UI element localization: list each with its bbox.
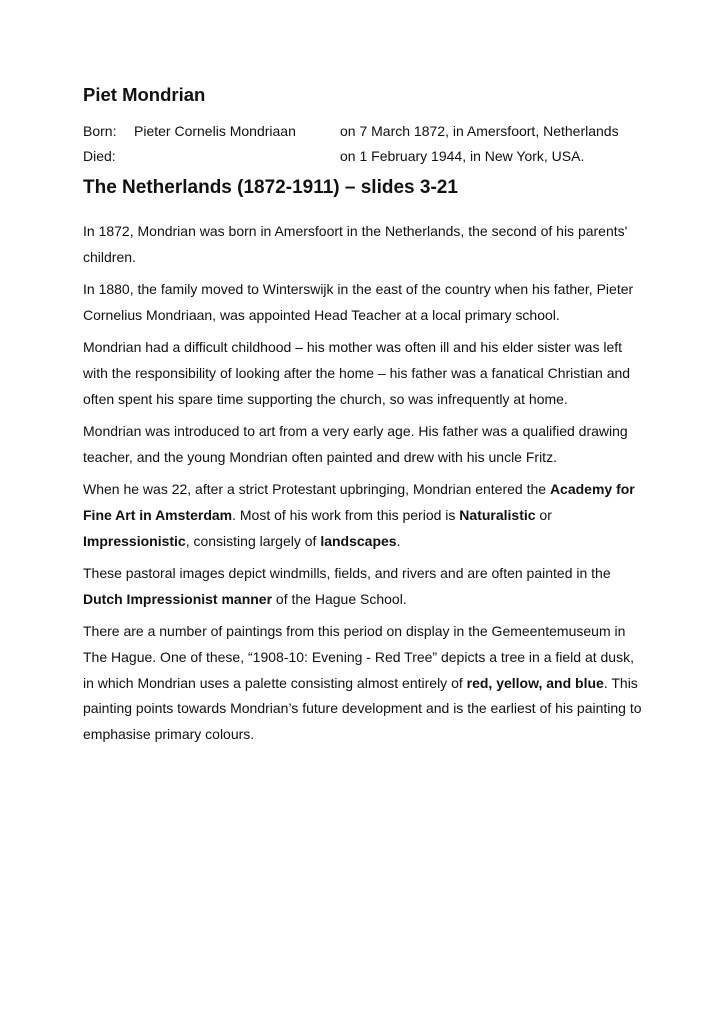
death-date-place: on 1 February 1944, in New York, USA. bbox=[340, 148, 585, 164]
paragraph bbox=[83, 561, 643, 612]
paragraph bbox=[83, 335, 643, 412]
bold-text-run: Impressionistic bbox=[83, 532, 186, 549]
body-text bbox=[83, 219, 643, 754]
born-label: Born: bbox=[83, 123, 117, 139]
text-run: . This painting points towards Mondrian’s future development and is the earliest of his painting to emphasise primary colours. bbox=[83, 674, 642, 742]
text-run: or bbox=[535, 506, 552, 523]
bold-text-run: Academy for Fine Art in Amsterdam bbox=[83, 481, 635, 523]
birth-name: Pieter Cornelis Mondriaan bbox=[134, 123, 296, 139]
text-run: In 1880, the family moved to Winterswijk in the east of the country when his father, Pieter Cornelius Mondriaan, was appointed Head Teacher at a local primary school. bbox=[83, 281, 634, 323]
paragraph bbox=[83, 277, 643, 328]
birth-date-place: on 7 March 1872, in Amersfoort, Netherlands bbox=[340, 123, 619, 139]
text-run: . Most of his work from this period is bbox=[232, 506, 460, 523]
born-row bbox=[83, 121, 643, 146]
bold-text-run: Dutch Impressionist manner bbox=[83, 590, 273, 607]
bold-text-run: landscapes bbox=[320, 532, 397, 549]
bold-text-run: Naturalistic bbox=[459, 506, 536, 523]
text-run: , consisting largely of bbox=[185, 532, 321, 549]
bold-text-run: red, yellow, and blue bbox=[466, 674, 604, 691]
paragraph bbox=[83, 477, 643, 554]
text-run: Mondrian had a difficult childhood – his mother was often ill and his elder sister was left with the responsibility of looking after the home – his father was a fanatical Christian and often spent his spare time supporting the church, so was infrequently at home. bbox=[83, 339, 631, 407]
paragraph bbox=[83, 419, 643, 470]
text-run: of the Hague School. bbox=[272, 590, 407, 607]
text-run: In 1872, Mondrian was born in Amersfoort in the Netherlands, the second of his parents' children. bbox=[83, 223, 628, 265]
text-run: There are a number of paintings from this period on display in the Gemeentemuseum in The Hague. One of these, “1908-10: Evening - Red Tree” depicts a tree in a field at dusk, in which Mondrian uses a palette consisting almost entirely of bbox=[83, 623, 634, 691]
text-run: These pastoral images depict windmills, fields, and rivers and are often painted in the bbox=[83, 565, 611, 582]
text-run: When he was 22, after a strict Protestant upbringing, Mondrian entered the bbox=[83, 481, 550, 498]
paragraph bbox=[83, 219, 643, 270]
paragraph bbox=[83, 619, 643, 747]
text-run: Mondrian was introduced to art from a very early age. His father was a qualified drawing teacher, and the young Mondrian often painted and drew with his uncle Fritz. bbox=[83, 423, 628, 465]
document-title: Piet Mondrian bbox=[83, 84, 206, 105]
died-row bbox=[83, 146, 643, 171]
section-heading: The Netherlands (1872-1911) – slides 3-21 bbox=[83, 177, 458, 198]
biographical-facts bbox=[83, 121, 643, 171]
died-label: Died: bbox=[83, 148, 116, 164]
text-run: . bbox=[396, 532, 401, 549]
